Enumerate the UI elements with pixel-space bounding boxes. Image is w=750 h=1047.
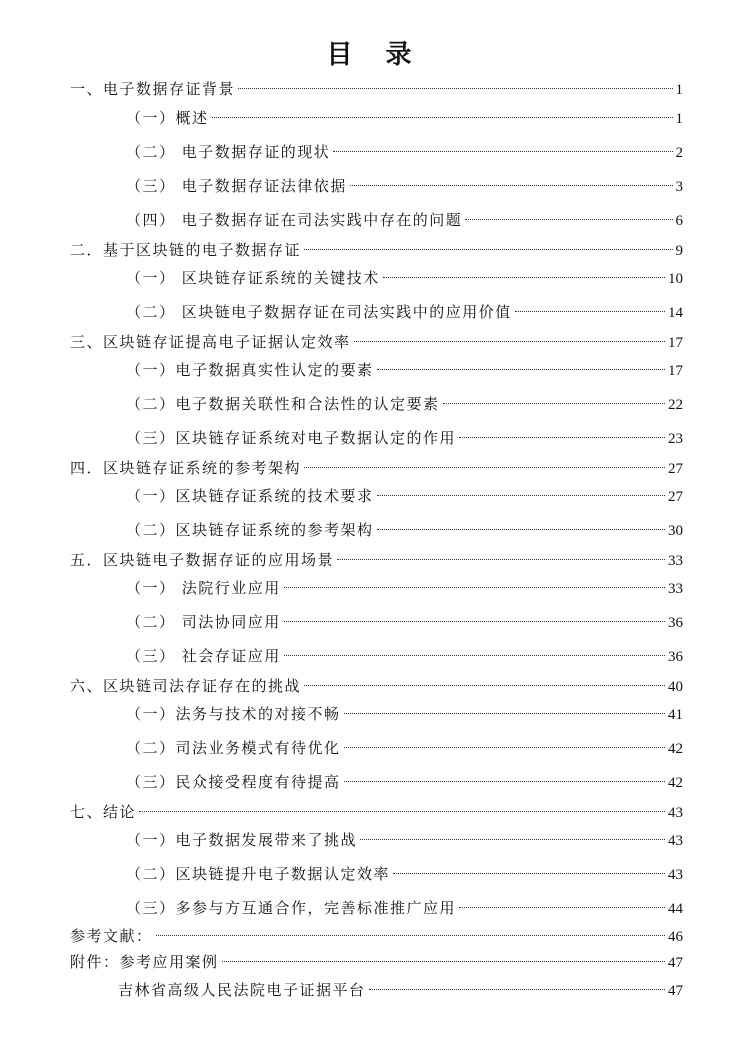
toc-dot-leader: [377, 495, 665, 496]
toc-entry[interactable]: [126, 577, 683, 599]
toc-dot-leader: [333, 151, 672, 152]
toc-dot-leader: [337, 559, 665, 560]
toc-entry[interactable]: [126, 645, 683, 667]
toc-entry-label: （三） 社会存证应用: [126, 647, 281, 665]
toc-entry[interactable]: [70, 239, 683, 261]
toc-page-number: 17: [668, 335, 683, 351]
toc-entry[interactable]: [126, 427, 683, 449]
toc-dot-leader: [459, 907, 665, 908]
toc-dot-leader: [443, 403, 665, 404]
toc-entry-label: （二） 电子数据存证的现状: [126, 143, 331, 161]
toc-entry[interactable]: [126, 267, 683, 289]
toc-entry[interactable]: [126, 829, 683, 851]
toc-entry-label: 五．区块链电子数据存证的应用场景: [70, 551, 335, 569]
toc-entry[interactable]: [126, 519, 683, 541]
toc-entry-label: （三）多参与方互通合作，完善标准推广应用: [126, 899, 457, 917]
toc-page-number: 17: [668, 363, 683, 379]
toc-entry-label: 附件：参考应用案例: [70, 953, 219, 971]
toc-page-number: 27: [668, 489, 683, 505]
toc-page-number: 1: [675, 82, 683, 98]
toc-entry[interactable]: [70, 78, 683, 100]
toc-entry-label: （一）区块链存证系统的技术要求: [126, 487, 374, 505]
toc-entry-label: 三、区块链存证提高电子证据认定效率: [70, 333, 351, 351]
toc-entry[interactable]: [126, 897, 683, 919]
toc-page-number: 43: [668, 833, 683, 849]
toc-page-number: 43: [668, 867, 683, 883]
toc-entry[interactable]: [126, 175, 683, 197]
toc-page-number: 42: [668, 775, 683, 791]
toc-entry-label: （三）民众接受程度有待提高: [126, 773, 341, 791]
toc-entry[interactable]: [126, 485, 683, 507]
toc-dot-leader: [238, 88, 672, 89]
toc-dot-leader: [360, 839, 665, 840]
toc-entry[interactable]: [126, 863, 683, 885]
toc-dot-leader: [393, 873, 665, 874]
toc-page-number: 30: [668, 523, 683, 539]
toc-entry-label: （四） 电子数据存证在司法实践中存在的问题: [126, 211, 463, 229]
toc-dot-leader: [304, 685, 665, 686]
toc-entry[interactable]: [126, 737, 683, 759]
toc-entry[interactable]: [70, 331, 683, 353]
toc-dot-leader: [304, 467, 665, 468]
toc-entry[interactable]: [70, 549, 683, 571]
toc-entry-label: 七、结论: [70, 803, 137, 821]
toc-entry[interactable]: [126, 393, 683, 415]
toc-entry[interactable]: [70, 951, 683, 973]
toc-page-number: 1: [675, 111, 683, 127]
toc-entry-label: 参考文献：: [70, 927, 153, 945]
toc-entry-label: （二） 司法协同应用: [126, 613, 281, 631]
toc-entry-label: （二）区块链存证系统的参考架构: [126, 521, 374, 539]
toc-entry-label: （一）概述: [126, 109, 209, 127]
toc-dot-leader: [284, 655, 665, 656]
toc-entry[interactable]: [126, 359, 683, 381]
toc-entry-label: （三） 电子数据存证法律依据: [126, 177, 347, 195]
toc-entry[interactable]: [70, 675, 683, 697]
toc-entry-label: （二） 区块链电子数据存证在司法实践中的应用价值: [126, 303, 512, 321]
toc-page-number: 44: [668, 901, 683, 917]
toc-page-number: 33: [668, 553, 683, 569]
toc-dot-leader: [139, 811, 665, 812]
toc-entry-label: 吉林省高级人民法院电子证据平台: [118, 981, 366, 999]
toc-entry-label: （二）司法业务模式有待优化: [126, 739, 341, 757]
toc-page-number: 42: [668, 741, 683, 757]
toc-page-number: 36: [668, 649, 683, 665]
toc-entry[interactable]: [126, 771, 683, 793]
toc-page-number: 27: [668, 461, 683, 477]
toc-dot-leader: [344, 747, 665, 748]
toc-dot-leader: [344, 713, 665, 714]
toc-page-number: 36: [668, 615, 683, 631]
toc-entry[interactable]: [126, 107, 683, 129]
toc-entry-label: 四．区块链存证系统的参考架构: [70, 459, 302, 477]
toc-page-number: 10: [668, 271, 683, 287]
toc-page-number: 14: [668, 305, 683, 321]
toc-page-number: 3: [675, 179, 683, 195]
toc-page-number: 22: [668, 397, 683, 413]
toc-page-number: 6: [675, 213, 683, 229]
toc-entry[interactable]: [126, 703, 683, 725]
toc-entry-label: （三）区块链存证系统对电子数据认定的作用: [126, 429, 457, 447]
toc-entry[interactable]: [118, 979, 683, 1001]
toc-entry-label: （二）区块链提升电子数据认定效率: [126, 865, 391, 883]
toc-page-number: 40: [668, 679, 683, 695]
toc-entry[interactable]: [126, 301, 683, 323]
page-title: 目 录: [326, 40, 424, 70]
toc-entry[interactable]: [70, 801, 683, 823]
toc-dot-leader: [377, 529, 665, 530]
toc-page-number: 47: [668, 983, 683, 999]
toc-entry[interactable]: [126, 209, 683, 231]
toc-page-number: 33: [668, 581, 683, 597]
toc-dot-leader: [212, 117, 673, 118]
toc-page-number: 46: [668, 929, 683, 945]
toc-dot-leader: [383, 277, 665, 278]
toc-entry[interactable]: [126, 141, 683, 163]
toc-page-number: 43: [668, 805, 683, 821]
toc-dot-leader: [377, 369, 665, 370]
toc-dot-leader: [222, 961, 665, 962]
toc-page-number: 2: [675, 145, 683, 161]
toc-page-number: 9: [675, 243, 683, 259]
toc-page-number: 23: [668, 431, 683, 447]
toc-entry-label: （二）电子数据关联性和合法性的认定要素: [126, 395, 440, 413]
toc-dot-leader: [515, 311, 665, 312]
toc-dot-leader: [465, 219, 672, 220]
toc-dot-leader: [284, 587, 665, 588]
toc-entry[interactable]: [70, 457, 683, 479]
toc-dot-leader: [344, 781, 665, 782]
toc-page-number: 41: [668, 707, 683, 723]
toc-entry-label: （一） 区块链存证系统的关键技术: [126, 269, 380, 287]
toc-dot-leader: [304, 249, 672, 250]
toc-entry-label: （一）电子数据真实性认定的要素: [126, 361, 374, 379]
toc-entry-label: （一） 法院行业应用: [126, 579, 281, 597]
toc-entry-label: 二．基于区块链的电子数据存证: [70, 241, 302, 259]
toc-page-number: 47: [668, 955, 683, 971]
toc-dot-leader: [284, 621, 665, 622]
toc-entry-label: （一）电子数据发展带来了挑战: [126, 831, 358, 849]
toc-entry-label: （一）法务与技术的对接不畅: [126, 705, 341, 723]
toc-entry[interactable]: [70, 925, 683, 947]
toc-entry-label: 六、区块链司法存证存在的挑战: [70, 677, 302, 695]
toc-dot-leader: [350, 185, 673, 186]
toc-entry-label: 一、电子数据存证背景: [70, 80, 236, 98]
toc-dot-leader: [369, 989, 665, 990]
toc-dot-leader: [459, 437, 665, 438]
toc-dot-leader: [156, 935, 665, 936]
toc-entry[interactable]: [126, 611, 683, 633]
toc-dot-leader: [354, 341, 665, 342]
